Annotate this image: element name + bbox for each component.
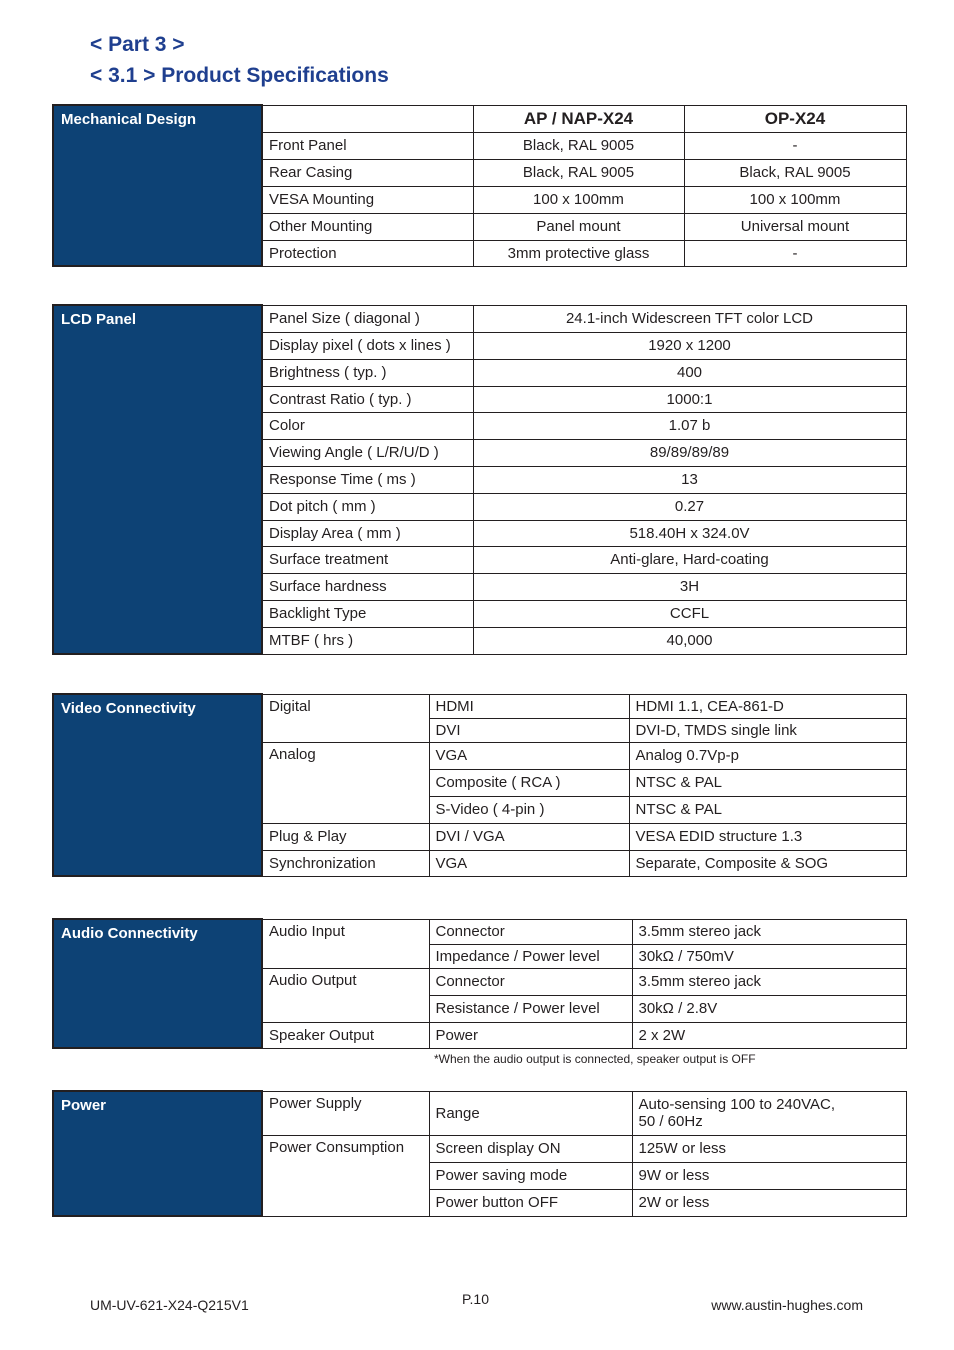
value-cell: 100 x 100mm (684, 186, 906, 213)
section-label: LCD Panel (53, 305, 262, 654)
page-number: P.10 (462, 1291, 489, 1307)
audio-connectivity-table (52, 918, 907, 1049)
row-label: Response Time ( ms ) (262, 466, 473, 493)
group-label: Analog (262, 742, 429, 823)
value-cell: 100 x 100mm (473, 186, 684, 213)
section-label: Power (53, 1091, 262, 1216)
spec-cell: 3.5mm stereo jack (632, 919, 906, 944)
row-label: Display Area ( mm ) (262, 520, 473, 546)
value-cell: 89/89/89/89 (473, 439, 906, 466)
part-heading: < Part 3 > (90, 33, 185, 56)
interface-cell: VGA (429, 742, 629, 769)
item-cell: Resistance / Power level (429, 995, 632, 1022)
item-cell: Connector (429, 919, 632, 944)
row-label: Surface hardness (262, 573, 473, 600)
spec-cell: 30kΩ / 750mV (632, 944, 906, 968)
value-cell: CCFL (473, 600, 906, 627)
spec-cell: VESA EDID structure 1.3 (629, 823, 906, 850)
row-label: VESA Mounting (262, 186, 473, 213)
section-label: Video Connectivity (53, 694, 262, 876)
value-cell: 1920 x 1200 (473, 332, 906, 359)
value-cell: Panel mount (473, 213, 684, 240)
value-cell: 40,000 (473, 627, 906, 654)
group-label: Power Consumption (262, 1135, 429, 1216)
value-cell: 518.40H x 324.0V (473, 520, 906, 546)
interface-cell: Composite ( RCA ) (429, 769, 629, 796)
spec-cell (632, 1091, 906, 1135)
row-label: Contrast Ratio ( typ. ) (262, 386, 473, 412)
group-label: Plug & Play (262, 823, 429, 850)
row-label: MTBF ( hrs ) (262, 627, 473, 654)
spec-cell: 2 x 2W (632, 1022, 906, 1048)
spec-cell: 30kΩ / 2.8V (632, 995, 906, 1022)
section-label: Audio Connectivity (53, 919, 262, 1048)
value-cell: Black, RAL 9005 (473, 159, 684, 186)
item-cell: Range (429, 1091, 632, 1135)
section-heading: < 3.1 > Product Specifications (90, 64, 389, 87)
spec-cell: 3.5mm stereo jack (632, 968, 906, 995)
row-label: Protection (262, 240, 473, 266)
row-label: Display pixel ( dots x lines ) (262, 332, 473, 359)
value-cell: 24.1-inch Widescreen TFT color LCD (473, 305, 906, 332)
header-blank-cell (262, 105, 473, 132)
row-label: Dot pitch ( mm ) (262, 493, 473, 520)
document-code: UM-UV-621-X24-Q215V1 (90, 1297, 249, 1313)
interface-cell: DVI / VGA (429, 823, 629, 850)
value-cell: 13 (473, 466, 906, 493)
row-label: Brightness ( typ. ) (262, 359, 473, 386)
group-label: Power Supply (262, 1091, 429, 1135)
value-cell: 3mm protective glass (473, 240, 684, 266)
row-label: Surface treatment (262, 546, 473, 573)
value-cell: 1000:1 (473, 386, 906, 412)
value-cell: Universal mount (684, 213, 906, 240)
group-label: Synchronization (262, 850, 429, 876)
power-table (52, 1090, 907, 1217)
spec-cell: Analog 0.7Vp-p (629, 742, 906, 769)
item-cell: Power button OFF (429, 1189, 632, 1216)
spec-cell: NTSC & PAL (629, 796, 906, 823)
column-header: AP / NAP-X24 (473, 105, 684, 132)
row-label: Front Panel (262, 132, 473, 159)
spec-cell: DVI-D, TMDS single link (629, 718, 906, 742)
value-cell: - (684, 240, 906, 266)
spec-cell: Separate, Composite & SOG (629, 850, 906, 876)
spec-cell: HDMI 1.1, CEA-861-D (629, 694, 906, 718)
value-cell: Anti-glare, Hard-coating (473, 546, 906, 573)
row-label: Panel Size ( diagonal ) (262, 305, 473, 332)
group-label: Audio Input (262, 919, 429, 968)
website-link[interactable]: www.austin-hughes.com (711, 1297, 863, 1313)
value-cell: Black, RAL 9005 (473, 132, 684, 159)
row-label: Backlight Type (262, 600, 473, 627)
row-label: Rear Casing (262, 159, 473, 186)
spec-cell: 2W or less (632, 1189, 906, 1216)
lcd-panel-table (52, 304, 907, 655)
value-cell: 400 (473, 359, 906, 386)
section-label: Mechanical Design (53, 105, 262, 266)
spec-cell: NTSC & PAL (629, 769, 906, 796)
group-label: Digital (262, 694, 429, 742)
value-cell: - (684, 132, 906, 159)
column-header: OP-X24 (684, 105, 906, 132)
item-cell: Screen display ON (429, 1135, 632, 1162)
interface-cell: DVI (429, 718, 629, 742)
value-cell: 3H (473, 573, 906, 600)
audio-footnote: *When the audio output is connected, speaker output is OFF (434, 1052, 756, 1066)
interface-cell: S-Video ( 4-pin ) (429, 796, 629, 823)
item-cell: Connector (429, 968, 632, 995)
row-label: Other Mounting (262, 213, 473, 240)
item-cell: Power saving mode (429, 1162, 632, 1189)
spec-line: 50 / 60Hz (638, 1113, 703, 1130)
item-cell: Power (429, 1022, 632, 1048)
spec-cell: 9W or less (632, 1162, 906, 1189)
value-cell: 1.07 b (473, 412, 906, 439)
value-cell: 0.27 (473, 493, 906, 520)
item-cell: Impedance / Power level (429, 944, 632, 968)
video-connectivity-table (52, 693, 907, 877)
interface-cell: VGA (429, 850, 629, 876)
row-label: Viewing Angle ( L/R/U/D ) (262, 439, 473, 466)
group-label: Audio Output (262, 968, 429, 1022)
row-label: Color (262, 412, 473, 439)
spec-line: Auto-sensing 100 to 240VAC, (638, 1096, 836, 1113)
value-cell: Black, RAL 9005 (684, 159, 906, 186)
mechanical-design-table (52, 104, 907, 267)
spec-cell: 125W or less (632, 1135, 906, 1162)
group-label: Speaker Output (262, 1022, 429, 1048)
interface-cell: HDMI (429, 694, 629, 718)
